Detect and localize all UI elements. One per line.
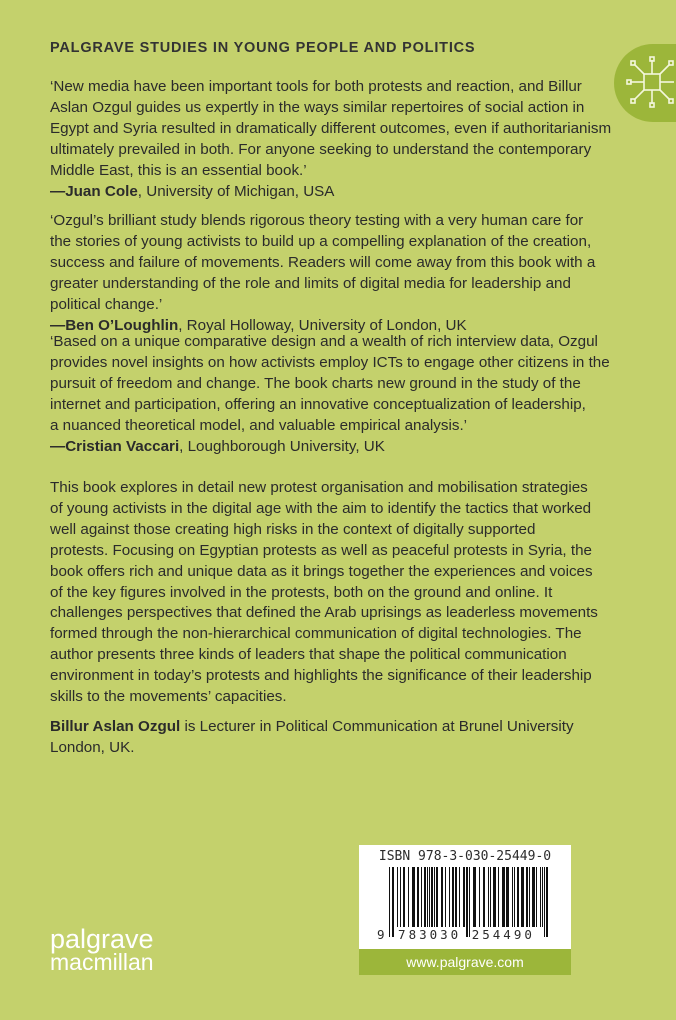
description-line: skills to the movements’ capacities. (50, 688, 287, 706)
logo-macmillan: macmillan (50, 949, 154, 975)
barcode-bar (483, 867, 485, 927)
quote-line: Aslan Ozgul guides us expertly in the ways similar repertoires of social action in (50, 98, 585, 116)
barcode-bar (441, 867, 443, 927)
quote-line: pursuit of freedom and change. The book charts new ground in the study of the (50, 374, 581, 392)
barcode-bar (449, 867, 450, 927)
description-line: of the key figures involved in the protests, both on the ground and online. It (50, 583, 553, 601)
quote-line: greater understanding of the role and limits of digital media for leadership and (50, 274, 571, 292)
barcode-bar (400, 867, 401, 927)
barcode-bar (544, 867, 545, 937)
quote-line: ‘Ozgul’s brilliant study blends rigorous theory testing with a very human care for (50, 212, 584, 229)
description-line: formed through the non-hierarchical communication of digital technologies. The (50, 625, 582, 643)
barcode-bar (434, 867, 435, 927)
quote-line: political change.’ (50, 295, 163, 313)
quote-line: ‘New media have been important tools for both protests and reaction, and Billur (50, 78, 582, 95)
series-title: PALGRAVE STUDIES IN YOUNG PEOPLE AND POLITICS (50, 40, 476, 56)
barcode-bar (517, 867, 519, 927)
endorsement-2 (50, 211, 660, 336)
isbn-number: ISBN 978-3-030-25449-0 (378, 849, 552, 864)
barcode-bar (529, 867, 530, 927)
barcode-bar (540, 867, 541, 927)
quote-affiliation: , Royal Holloway, University of London, UK (178, 316, 467, 334)
bio-text: is Lecturer in Political Communication at Brunel University (180, 718, 574, 735)
barcode-bar (498, 867, 499, 927)
description-line: book offers rich and unique data as it brings together the experiences and voices (50, 562, 593, 580)
endorsement-3 (50, 332, 660, 457)
book-description (50, 478, 660, 708)
quote-author: —Cristian Vaccari (50, 437, 180, 455)
barcode-bar (493, 867, 496, 927)
barcode-bar (479, 867, 480, 927)
quote-line: success and failure of movements. Readers will come away from this book with a (50, 253, 596, 271)
palgrave-macmillan-logo (50, 924, 154, 975)
quote-line: ultimately prevailed in both. For anyone seeking to understand the contemporary (50, 140, 592, 158)
barcode-bar (431, 867, 433, 927)
barcode-bar (459, 867, 460, 927)
quote-attribution (50, 182, 660, 203)
barcode-digits: 9 783030 254490 (377, 927, 535, 942)
bio-text: London, UK. (50, 738, 135, 756)
description-line: This book explores in detail new protest organisation and mobilisation strategies (50, 479, 588, 496)
barcode-bar (463, 867, 465, 927)
barcode-bar (436, 867, 438, 927)
barcode-bar (421, 867, 422, 927)
barcode-bar (412, 867, 415, 927)
quote-attribution (50, 437, 660, 458)
description-line: well against those creating high risks in the context of digitally supported (50, 520, 536, 538)
barcode-bar (429, 867, 430, 927)
description-line: protests. Focusing on Egyptian protests as well as peaceful protests in Syria, the (50, 541, 592, 559)
barcode-bar (526, 867, 528, 927)
bio-author-name: Billur Aslan Ozgul (50, 718, 181, 735)
barcode-bar (452, 867, 454, 927)
barcode-bar (521, 867, 524, 927)
logo-palgrave: palgrave (50, 924, 154, 954)
quote-author: —Ben O’Loughlin (50, 316, 179, 334)
quote-line: provides novel insights on how activists employ ICTs to engage other citizens in the (50, 353, 610, 371)
barcode-bar (403, 867, 405, 927)
quote-author: —Juan Cole (50, 182, 138, 200)
description-line: of young activists in the digital age with the aim to identify the tactics that worked (50, 499, 592, 517)
quote-affiliation: , Loughborough University, UK (179, 437, 385, 455)
quote-line: Middle East, this is an essential book.’ (50, 161, 307, 179)
barcode-bar (536, 867, 537, 927)
description-line: environment in today’s protests and highlights the significance of their leadership (50, 667, 592, 685)
barcode-bar (488, 867, 489, 927)
barcode-bar (397, 867, 398, 927)
endorsement-1 (50, 77, 660, 202)
description-line: author presents three kinds of leaders that shape the political communication (50, 646, 567, 664)
barcode-bar (502, 867, 505, 927)
barcode-bar (546, 867, 548, 937)
barcode-bar (417, 867, 419, 927)
barcode-bar (512, 867, 513, 927)
quote-line: a nuanced theoretical model, and valuable empirical analysis.’ (50, 416, 468, 434)
quote-line: internet and participation, offering an innovative conceptualization of leadership, (50, 395, 586, 413)
barcode-bar (455, 867, 457, 927)
barcode-bar (506, 867, 509, 927)
barcode-bar (514, 867, 515, 927)
barcode-bar (532, 867, 535, 927)
quote-line: the stories of young activists to build up a compelling explanation of the creation, (50, 232, 592, 250)
barcode-bar (427, 867, 428, 927)
author-bio (50, 717, 660, 759)
quote-affiliation: , University of Michigan, USA (137, 182, 335, 200)
barcode-bar (473, 867, 476, 927)
barcode-bar (424, 867, 426, 927)
quote-line: Egypt and Syria resulted in dramatically different outcomes, even if authoritarianism (50, 119, 612, 137)
description-line: challenges perspectives that defined the Arab uprisings as leaderless movements (50, 604, 598, 622)
quote-line: ‘Based on a unique comparative design and a wealth of rich interview data, Ozgul (50, 333, 598, 350)
barcode-bar (490, 867, 491, 927)
barcode-bar (445, 867, 446, 927)
publisher-url[interactable]: www.palgrave.com (359, 949, 571, 975)
barcode-bar (542, 867, 543, 927)
isbn-barcode (359, 845, 571, 975)
barcode-bar (408, 867, 409, 927)
